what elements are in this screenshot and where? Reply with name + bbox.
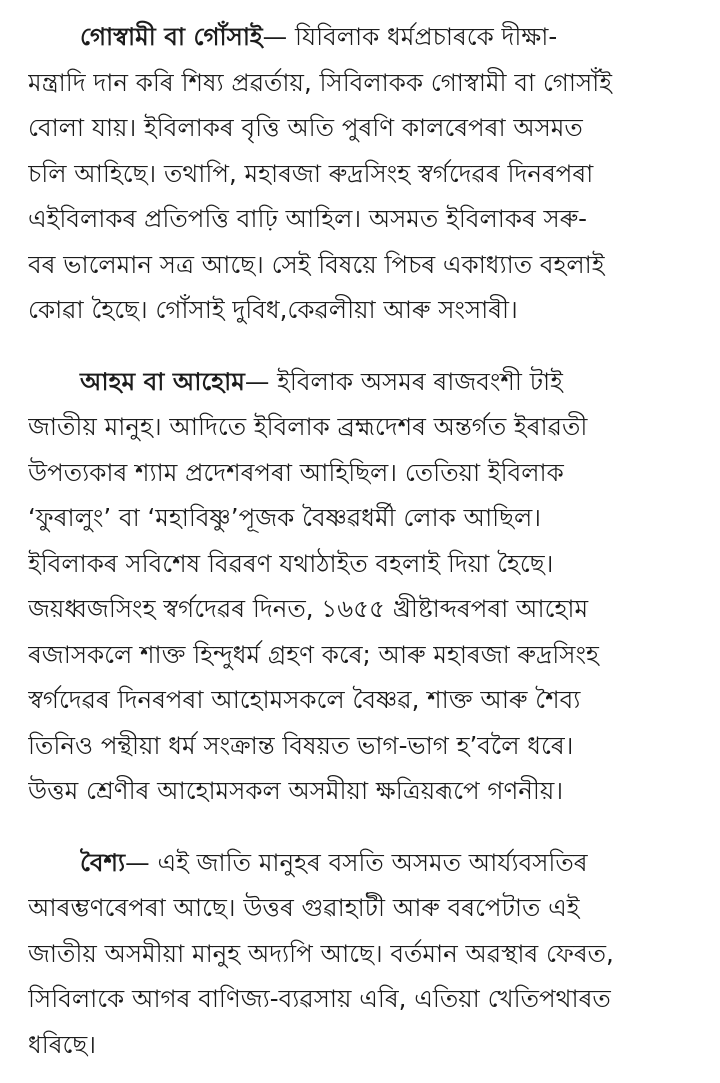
text-line: সিবিলাকে আগৰ বাণিজ্য-ব্যৱসায় এৰি, এতিয়া খেতিপথাৰত — [28, 984, 611, 1013]
text-line — [28, 14, 698, 60]
text-line: বোলা যায়। ইবিলাকৰ বৃত্তি অতি পুৰণি কালৰেপৰা অসমত — [28, 113, 583, 142]
text-line: মন্ত্ৰাদি দান কৰি শিষ্য প্ৰৱৰ্তায়, সিবিলাকক গোস্বামী বা গোসাঁই — [28, 67, 612, 97]
text-line: জাতীয় মানুহ। আদিতে ইবিলাক ব্ৰহ্মদেশৰ অন্তৰ্গত ইৰাৱতী — [28, 412, 588, 441]
line-text: — যিবিলাক ধৰ্মপ্ৰচাৰকে দীক্ষা- — [262, 22, 558, 51]
text-line: ৰজাসকলে শাক্ত হিন্দুধৰ্ম গ্ৰহণ কৰে; আৰু মহাৰজা ৰুদ্ৰসিংহ — [28, 639, 599, 669]
text-line: ‘ফুৰালুং’ বা ‘মহাবিষ্ণু’পূজক বৈষ্ণৱধৰ্মী লোক আছিল। — [28, 503, 542, 532]
text-line — [28, 840, 698, 886]
text-line: স্বৰ্গদেৱৰ দিনৰপৰা আহোমসকলে বৈষ্ণৱ, শাক্ত আৰু শৈব্য — [28, 685, 581, 714]
text-line: আৰম্ভণৰেপৰা আছে। উত্তৰ গুৱাহাটী আৰু বৰপেটাত এই — [28, 893, 580, 922]
text-line: বৰ ভালেমান সত্ৰ আছে। সেই বিষয়ে পিচৰ একাধ্যাত বহলাই — [28, 249, 605, 279]
text-line: চলি আহিছে। তথাপি, মহাৰজা ৰুদ্ৰসিংহ স্বৰ্গদেৱৰ দিনৰপৰা — [28, 158, 594, 188]
paragraph-ahom — [28, 359, 698, 814]
text-line: তিনিও পন্থীয়া ধৰ্ম সংক্ৰান্ত বিষয়ত ভাগ-ভাগ হ’বলৈ ধৰে। — [28, 730, 574, 760]
text-line — [28, 359, 698, 405]
text-line: উপত্যকাৰ শ্যাম প্ৰদেশৰপৰা আহিছিল। তেতিয়া ইবিলাক — [28, 457, 564, 487]
text-line: জয়ধ্বজসিংহ স্বৰ্গদেৱৰ দিনত, ১৬৫৫ খ্ৰীষ্টাব্দৰপৰা আহোম — [28, 594, 589, 623]
term-heading: গোস্বামী বা গোঁসাই — [80, 22, 263, 51]
text-line: ইবিলাকৰ সবিশেষ বিৱৰণ যথাঠাইত বহলাই দিয়া হৈছে। — [28, 548, 554, 578]
term-heading: বৈশ্য — [80, 847, 126, 877]
paragraph-goswami — [28, 14, 698, 333]
paragraph-vaishya — [28, 840, 698, 1068]
paragraph-gap — [28, 333, 698, 359]
text-line: উত্তম শ্ৰেণীৰ আহোমসকল অসমীয়া ক্ষত্ৰিয়ৰূপে গণনীয়। — [28, 776, 564, 805]
text-line: ধৰিছে। — [28, 1029, 96, 1059]
text-line: কোৱা হৈছে। গোঁসাই দুবিধ,কেৱলীয়া আৰু সংসাৰী। — [28, 295, 518, 324]
text-line: জাতীয় অসমীয়া মানুহ অদ্যপি আছে। বৰ্তমান অৱস্থাৰ ফেৰত, — [28, 938, 614, 968]
paragraph-gap — [28, 814, 698, 840]
line-text: — এই জাতি মানুহৰ বসতি অসমত আৰ্য্যবসতিৰ — [125, 847, 588, 877]
line-text: — ইবিলাক অসমৰ ৰাজবংশী টাই — [244, 366, 563, 396]
term-heading: আহম বা আহোম — [80, 366, 245, 396]
text-line: এইবিলাকৰ প্ৰতিপত্তি বাঢ়ি আহিল। অসমত ইবিলাকৰ সৰু- — [28, 204, 588, 233]
